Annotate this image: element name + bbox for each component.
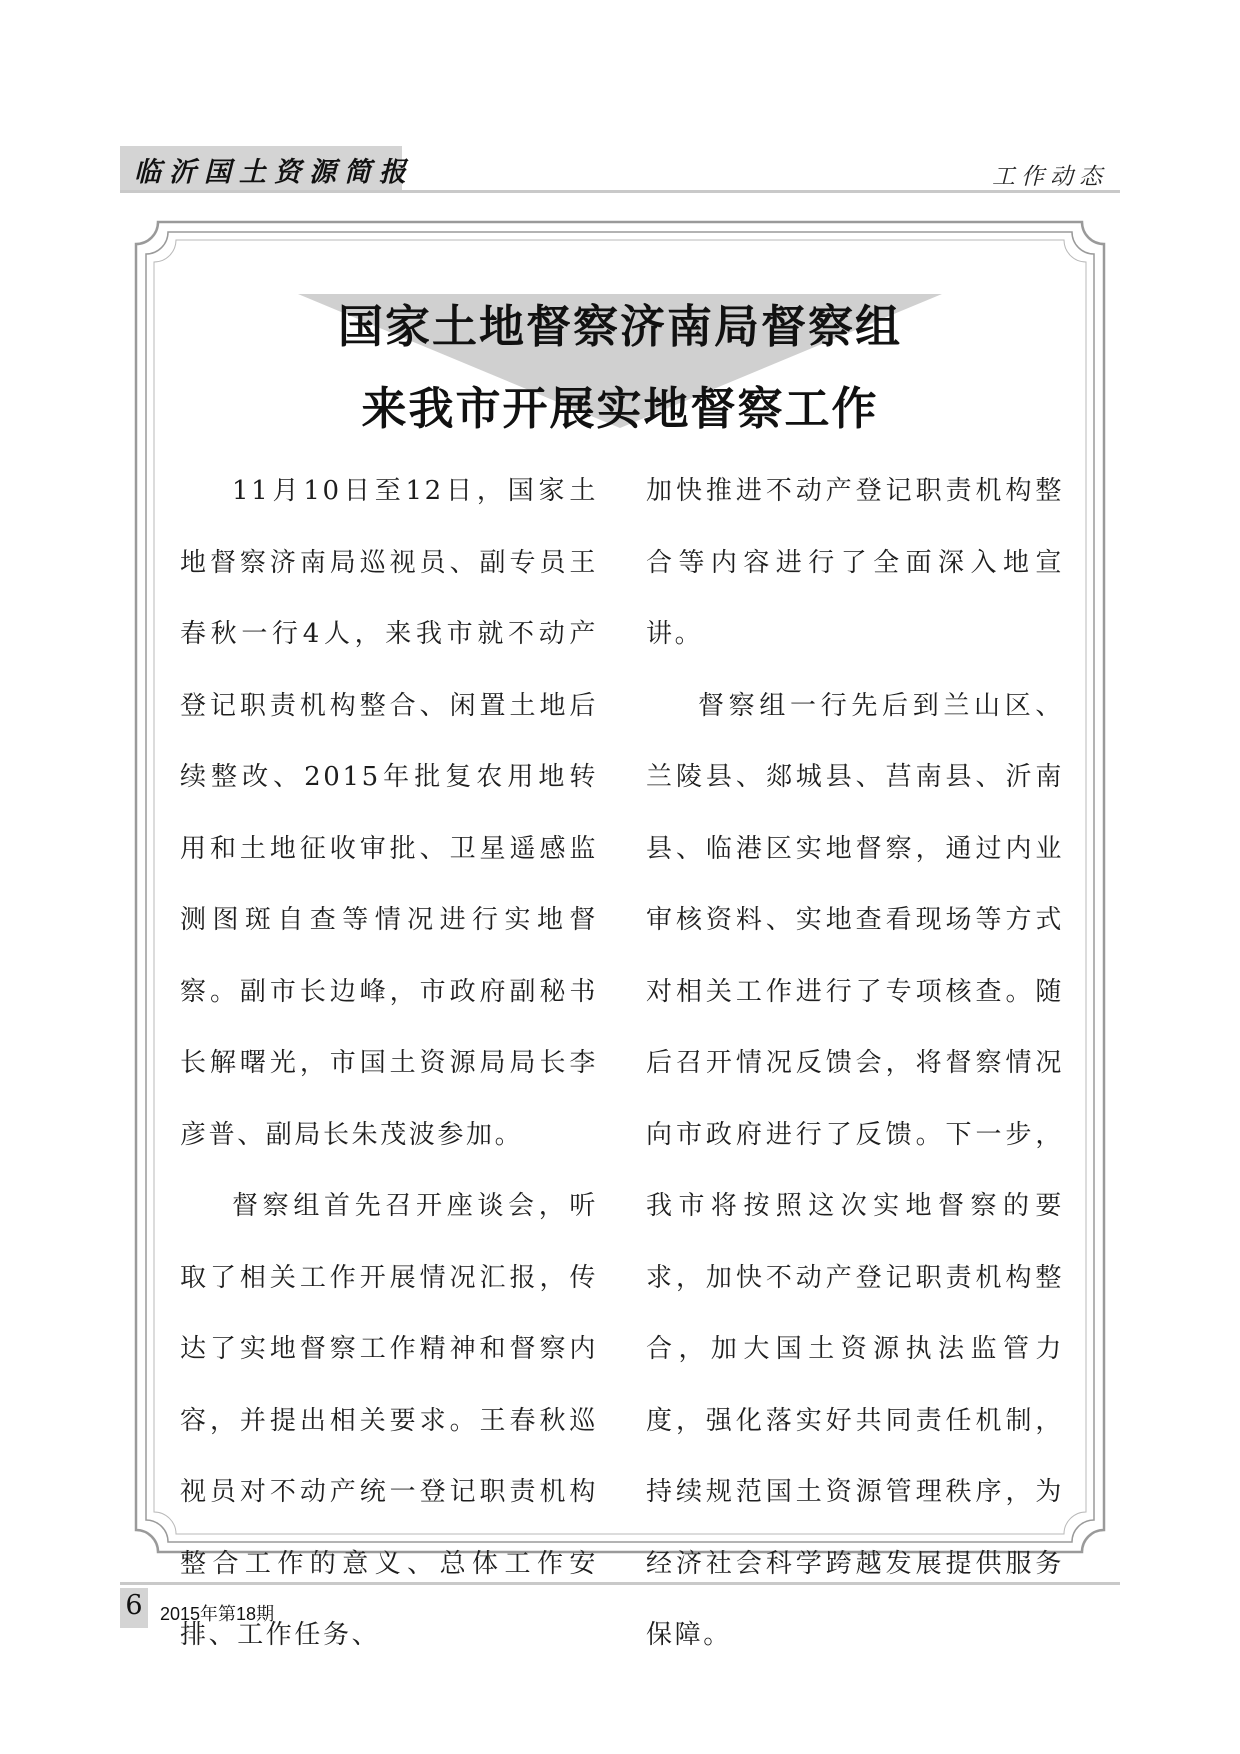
issue-label: 2015年第18期	[160, 1604, 275, 1624]
article-title-line-2: 来我市开展实地督察工作	[361, 382, 879, 435]
footer-rule	[120, 1582, 1120, 1585]
article-title-line-1: 国家土地督察济南局督察组	[337, 300, 902, 353]
publication-name: 临沂国土资源简报	[134, 157, 414, 188]
paragraph: 督察组一行先后到兰山区、兰陵县、郯城县、莒南县、沂南县、临港区实地督察，通过内业审核资料、实地查看现场等方式对相关工作进行了专项核查。随后召开情况反馈会，将督察情况向市政府进行了反馈。下一步，我市将按照这次实地督察的要求，加快不动产登记职责机构整合，加大国土资源执法监管力度，强化落实好共同责任机制，持续规范国土资源管理秩序，为经济社会科学跨越发展提供服务保障。	[646, 690, 1064, 1650]
right-column	[646, 456, 1064, 1672]
section-label: 工作动态	[992, 164, 1108, 190]
left-column	[180, 456, 598, 1672]
paragraph: 加快推进不动产登记职责机构整合等内容进行了全面深入地宣讲。	[646, 476, 1064, 649]
page-number: 6	[125, 1590, 143, 1621]
paragraph: 11月10日至12日，国家土地督察济南局巡视员、副专员王春秋一行4人，来我市就不动产登记职责机构整合、闲置土地后续整改、2015年批复农用地转用和土地征收审批、卫星遥感监测图斑自查等情况进行实地督察。副市长边峰，市政府副秘书长解曙光，市国土资源局局长李彦普、副局长朱茂波参加。	[180, 476, 598, 1150]
paragraph: 督察组首先召开座谈会，听取了相关工作开展情况汇报，传达了实地督察工作精神和督察内容，并提出相关要求。王春秋巡视员对不动产统一登记职责机构整合工作的意义、总体工作安排、工作任务、	[180, 1191, 598, 1650]
